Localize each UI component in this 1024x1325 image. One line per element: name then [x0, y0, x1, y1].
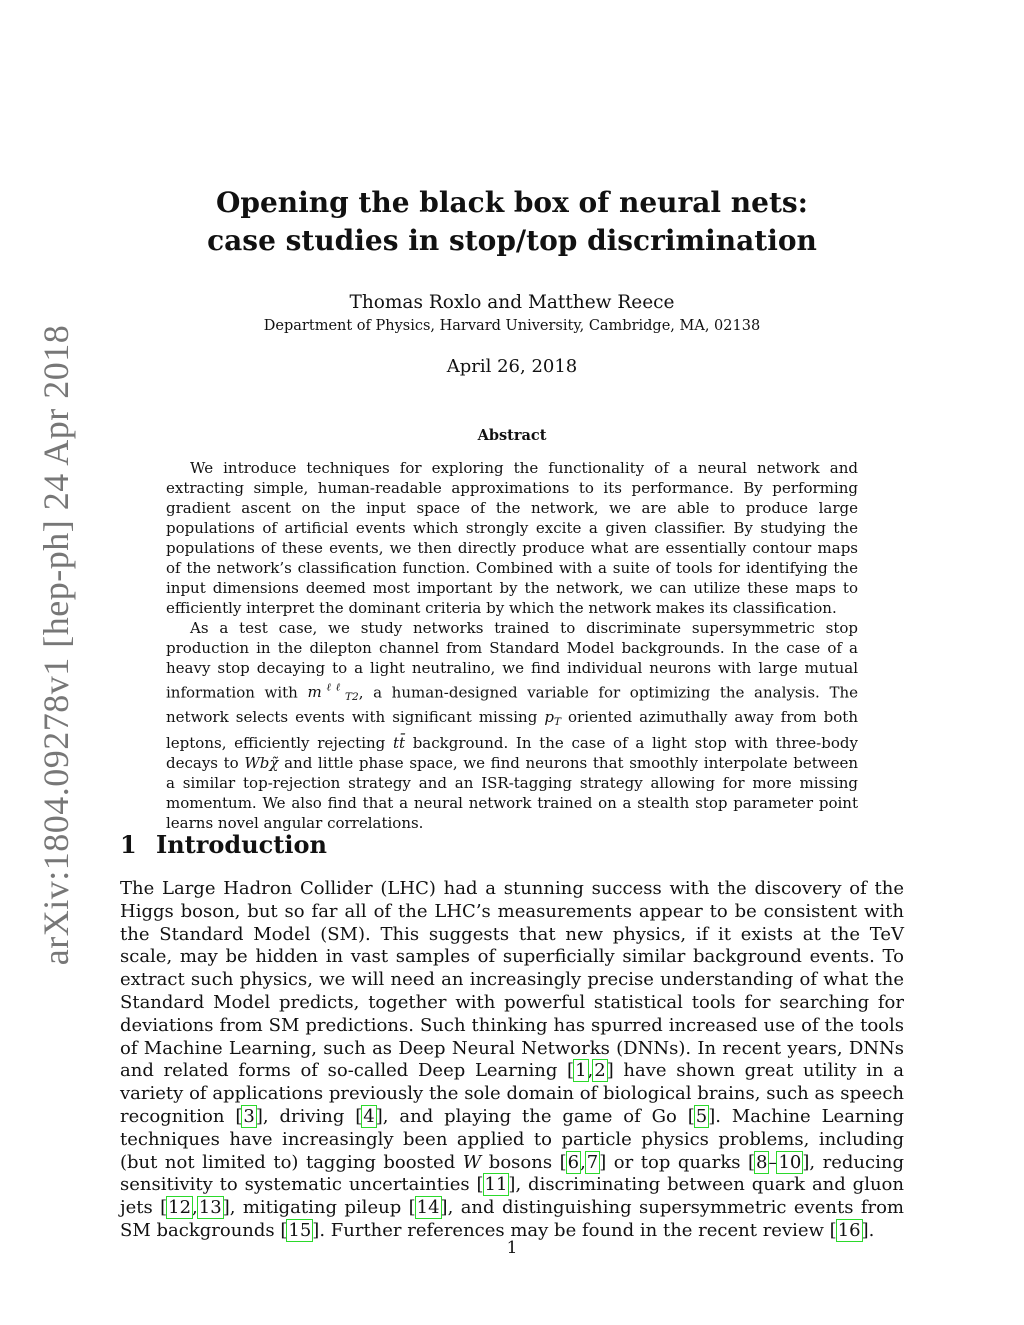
abstract-body — [166, 458, 858, 833]
citation-link[interactable]: 10 — [778, 1151, 802, 1173]
section-number: 1 — [120, 830, 137, 859]
abstract-paragraph-1: We introduce techniques for exploring the functionality of a neural network and extracting simple, human-readable approximations to its performance. By performing gradient ascent on the input space of the network, we are able to produce large populations of artificial events which strongly excite a given classifier. By studying the populations of these events, we then directly produce what are essentially contour maps of the network’s classification function. Combined with a suite of tools for identifying the input dimensions deemed most important by the network, we can utilize these maps to efficiently interpret the dominant criteria by which the network makes its classification. — [166, 459, 858, 617]
citation-link[interactable]: 16 — [837, 1219, 861, 1241]
affiliation: Department of Physics, Harvard University, Cambridge, MA, 02138 — [263, 318, 761, 334]
citation-link[interactable]: 4 — [363, 1105, 375, 1127]
citation-link[interactable]: 2 — [594, 1060, 606, 1082]
wbchi-symbol: Wbχ̃ — [244, 753, 279, 772]
date: April 26, 2018 — [446, 356, 578, 377]
mt2-variable: $m^{\ell\ell}_{T2}$ — [307, 682, 359, 704]
page-number: 1 — [506, 1238, 518, 1258]
citation-link[interactable]: 6 — [567, 1151, 580, 1173]
pt-variable: $p_T$ — [544, 708, 561, 729]
citation-link[interactable]: 8 — [756, 1151, 768, 1173]
paper-title — [120, 184, 904, 260]
arxiv-side-identifier — [10, 0, 76, 1325]
title-line-2: case studies in stop/top discrimination — [207, 224, 817, 257]
citation-link[interactable]: 14 — [416, 1197, 440, 1219]
citation-link[interactable]: 5 — [695, 1105, 708, 1127]
section-title: Introduction — [156, 830, 327, 859]
citation-link[interactable]: 7 — [586, 1151, 599, 1173]
citation-link[interactable]: 11 — [484, 1174, 508, 1196]
citation-link[interactable]: 12 — [168, 1197, 192, 1219]
citation-link[interactable]: 13 — [198, 1197, 222, 1219]
ttbar-symbol: tt̄ — [392, 733, 406, 752]
citation-link[interactable]: 15 — [288, 1219, 312, 1241]
abstract-paragraph-2: As a test case, we study networks trained to discriminate supersymmetric stop production in the dilepton channel from Standard Model backgrounds. In the case of a heavy stop decaying to a light neutralino, we find individual neurons with large mutual information with $m^{\ell\ell}_{T2}$, a human-designed variable for optimizing the analysis. The network selects events with significant missing $p_T$ oriented azimuthally away from both leptons, efficiently rejecting tt̄ background. In the case of a light stop with three-body decays to Wbχ̃ and little phase space, we find neurons that smoothly interpolate between a similar top-rejection strategy and an ISR-tagging strategy allowing for more missing momentum. We also find that a neural network trained on a stealth stop parameter point learns novel angular correlations. — [166, 619, 858, 832]
authors: Thomas Roxlo and Matthew Reece — [349, 292, 675, 313]
citation-link[interactable]: 3 — [243, 1105, 255, 1127]
title-line-1: Opening the black box of neural nets: — [215, 186, 809, 219]
abstract-heading: Abstract — [477, 427, 547, 444]
citation-link[interactable]: 1 — [575, 1060, 587, 1082]
introduction-paragraph: The Large Hadron Collider (LHC) had a stunning success with the discovery of the Higgs boson, but so far all of the LHC’s measurements appear to be consistent with the Standard Model (SM). This suggests that new physics, if it exists at the TeV scale, may be hidden in vast samples of superficially similar background events. To extract such physics, we will need an increasingly precise understanding of what the Standard Model predicts, together with powerful statistical tools for searching for deviations from SM predictions. Such thinking has spurred increased use of the tools of Machine Learning, such as Deep Neural Networks (DNNs). In recent years, DNNs and related forms of so-called Deep Learning [1,2] have shown great utility in a variety of applications previously the sole domain of biological brains, such as speech recognition [3], driving [4], and playing the game of Go [5]. Machine Learning techniques have increasingly been applied to particle physics problems, including (but not limited to) tagging boosted W bosons [6,7] or top quarks [8–10], reducing sensitivity to systematic uncertainties [11], discriminating between quark and gluon jets [12,13], mitigating pileup [14], and distinguishing supersymmetric events from SM backgrounds [15]. Further references may be found in the recent review [16]. — [120, 878, 905, 1241]
section-heading — [120, 830, 327, 859]
arxiv-id-text: arXiv:1804.09278v1 [hep-ph] 24 Apr 2018 — [36, 324, 76, 966]
